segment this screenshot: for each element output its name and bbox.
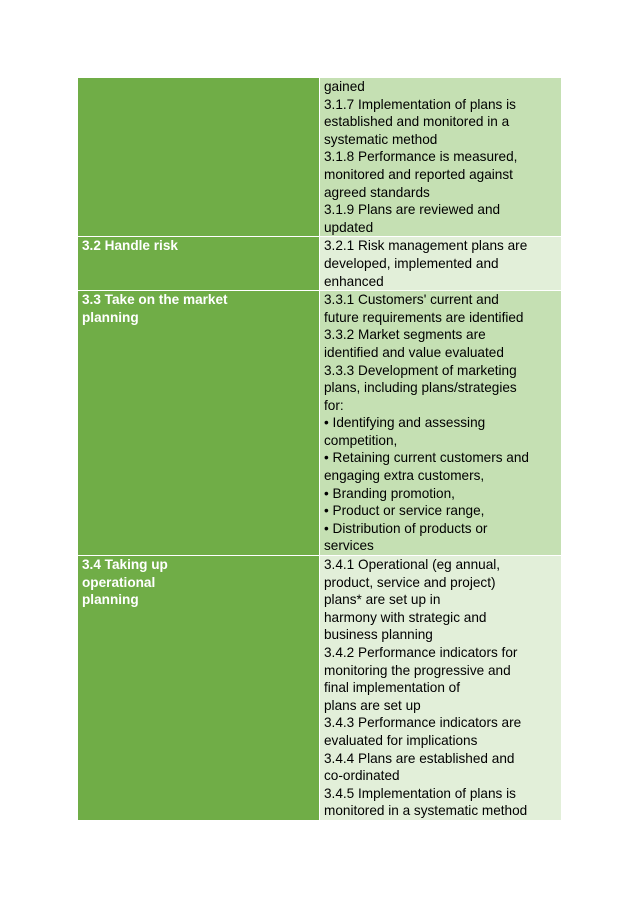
criteria-line: monitored in a systematic method [324,803,528,819]
criteria-line: co-ordinated [324,768,400,784]
criteria-line: established and monitored in a [324,114,510,130]
criteria-line: 3.4.4 Plans are established and [324,750,515,766]
criteria-cell [320,78,562,237]
criteria-line: services [324,538,374,554]
criteria-line: agreed standards [324,184,430,200]
criteria-line: 3.1.7 Implementation of plans is [324,96,516,112]
criteria-line: 3.3.3 Development of marketing [324,362,517,378]
criteria-line: 3.4.3 Performance indicators are [324,715,522,731]
criteria-line: • Distribution of products or [324,520,488,536]
criteria-line: competition, [324,432,398,448]
competency-table [78,78,561,820]
criteria-line: plans, including plans/strategies [324,380,517,396]
criteria-line: developed, implemented and [324,255,499,271]
criteria-line: updated [324,219,374,235]
criteria-line: • Retaining current customers and [324,450,529,466]
criteria-line: engaging extra customers, [324,468,485,484]
element-label: 3.4 Taking up [82,557,168,573]
criteria-line: harmony with strategic and [324,609,487,625]
criteria-line: plans* are set up in [324,592,441,608]
criteria-line: 3.4.5 Implementation of plans is [324,785,516,801]
criteria-line: business planning [324,627,433,643]
criteria-line: identified and value evaluated [324,344,504,360]
element-label: 3.3 Take on the market [82,292,228,308]
element-label: planning [82,592,139,608]
criteria-line: final implementation of [324,680,461,696]
criteria-line: systematic method [324,131,438,147]
element-label: planning [82,309,139,325]
criteria-line: • Product or service range, [324,503,485,519]
table-row [78,78,561,237]
element-label: operational [82,574,156,590]
criteria-line: evaluated for implications [324,732,478,748]
element-label: 3.2 Handle risk [82,238,178,254]
table-row [78,556,561,820]
criteria-line: future requirements are identified [324,309,524,325]
criteria-line: • Branding promotion, [324,485,455,501]
criteria-cell [320,291,562,556]
criteria-line: for: [324,397,344,413]
criteria-line: 3.1.8 Performance is measured, [324,149,518,165]
element-cell [78,556,320,820]
criteria-cell [320,556,562,820]
table-row [78,291,561,556]
element-cell [78,291,320,556]
criteria-line: • Identifying and assessing [324,415,486,431]
criteria-cell [320,237,562,291]
criteria-line: monitored and reported against [324,166,513,182]
criteria-line: 3.3.2 Market segments are [324,327,486,343]
criteria-line: 3.4.2 Performance indicators for [324,645,518,660]
criteria-line: 3.1.9 Plans are reviewed and [324,202,501,218]
element-cell [78,237,320,291]
criteria-line: 3.2.1 Risk management plans are [324,238,528,254]
criteria-line: 3.3.1 Customers' current and [324,292,499,308]
criteria-line: gained [324,79,365,94]
criteria-line: plans are set up [324,697,421,713]
element-cell [78,78,320,237]
criteria-line: monitoring the progressive and [324,662,511,678]
criteria-line: enhanced [324,273,384,289]
criteria-line: 3.4.1 Operational (eg annual, [324,557,501,573]
criteria-line: product, service and project) [324,574,496,590]
table-row [78,237,561,291]
